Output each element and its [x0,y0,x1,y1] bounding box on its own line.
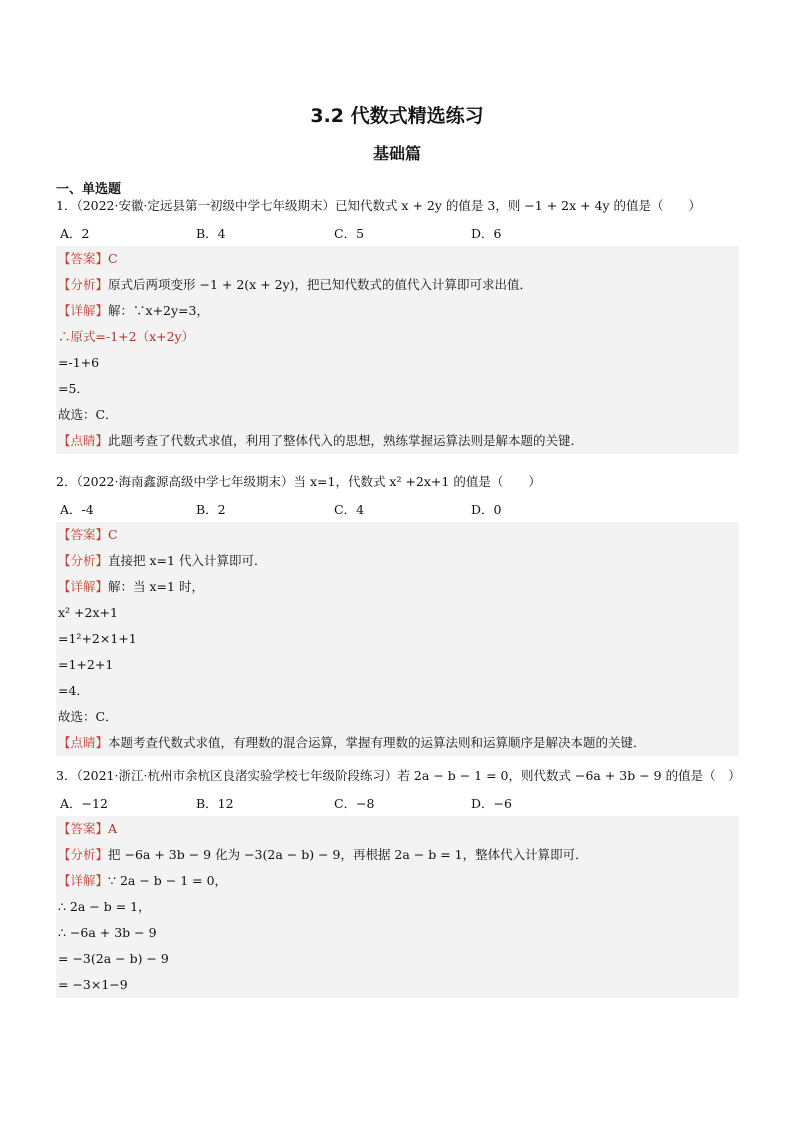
step-line: 故选：C． [58,407,118,422]
question-1-option-c[interactable]: C．5 [334,226,365,241]
step-line: =1²+2×1+1 [58,631,137,646]
detail-line [56,574,739,600]
detail-text: 解：∵x+2y=3， [108,303,209,318]
question-3-option-a[interactable]: A．−12 [60,796,108,811]
detail-line [56,298,739,324]
step-line: ∴原式=-1+2（x+2y） [58,329,195,344]
question-1-solution [56,246,739,454]
answer-line [56,246,739,272]
analysis-line [56,272,739,298]
comment-line [56,730,739,756]
analysis-tag: 【分析】 [58,847,109,862]
answer-line [56,816,739,842]
question-3-option-b[interactable]: B．12 [196,796,234,811]
detail-line [56,868,739,894]
analysis-tag: 【分析】 [58,553,109,568]
comment-text: 此题考查了代数式求值，利用了整体代入的思想，熟练掌握运算法则是解本题的关键． [108,433,584,448]
page-title: 3.2 代数式精选练习 [310,105,484,127]
question-1-option-a[interactable]: A．2 [60,226,90,241]
question-3-option-c[interactable]: C．−8 [334,796,375,811]
detail-text: 解：当 x=1 时， [108,579,204,594]
step-line: = −3(2a − b) − 9 [58,951,169,966]
step-line: 故选：C． [58,709,118,724]
question-3-stem: 3．（2021·浙江·杭州市余杭区良渚实验学校七年级阶段练习）若 2a − b − 1 = 0，则代数式 −6a + 3b − 9 的值是（ ） [56,768,741,783]
step-line: =5． [58,381,89,396]
answer-value: A [108,821,118,836]
answer-line [56,522,739,548]
answer-value: C [108,527,118,542]
detail-text: ∵ 2a − b − 1 = 0， [108,873,228,888]
comment-tag: 【点睛】 [58,735,109,750]
question-2-stem: 2．（2022·海南鑫源高级中学七年级期末）当 x=1，代数式 x² +2x+1 的值是（ ） [56,474,541,489]
analysis-text: 直接把 x=1 代入计算即可． [108,553,267,568]
step-line: =-1+6 [58,355,100,370]
analysis-tag: 【分析】 [58,277,109,292]
question-1-option-d[interactable]: D．6 [471,226,502,241]
answer-tag: 【答案】 [58,821,109,836]
detail-tag: 【详解】 [58,873,109,888]
step-line: ∴ −6a + 3b − 9 [58,925,157,940]
answer-tag: 【答案】 [58,251,109,266]
analysis-line [56,548,739,574]
question-3-option-d[interactable]: D．−6 [471,796,512,811]
question-3-solution [56,816,739,998]
step-line: =1+2+1 [58,657,114,672]
page-subtitle: 基础篇 [372,144,421,163]
section-heading: 一、单选题 [56,182,122,197]
comment-tag: 【点睛】 [58,433,109,448]
question-2-option-d[interactable]: D．0 [471,502,502,517]
detail-tag: 【详解】 [58,579,109,594]
answer-tag: 【答案】 [58,527,109,542]
analysis-text: 原式后两项变形 −1 + 2(x + 2y)，把已知代数式的值代入计算即可求出值． [108,277,533,292]
step-line: ∴ 2a − b = 1， [58,899,151,914]
step-line: =4． [58,683,89,698]
detail-tag: 【详解】 [58,303,109,318]
answer-value: C [108,251,118,266]
analysis-text: 把 −6a + 3b − 9 化为 −3(2a − b) − 9，再根据 2a − b = 1，整体代入计算即可． [108,847,588,862]
question-2-solution [56,522,739,756]
analysis-line [56,842,739,868]
step-line: x² +2x+1 [58,605,118,620]
step-line: = −3×1−9 [58,977,128,992]
question-1-stem: 1．（2022·安徽·定远县第一初级中学七年级期末）已知代数式 x + 2y 的值是 3，则 −1 + 2x + 4y 的值是（ ） [56,198,702,213]
question-2-option-a[interactable]: A．-4 [60,502,94,517]
question-1-option-b[interactable]: B．4 [196,226,226,241]
question-2-option-c[interactable]: C．4 [334,502,365,517]
comment-line [56,428,739,454]
comment-text: 本题考查代数式求值，有理数的混合运算，掌握有理数的运算法则和运算顺序是解决本题的关键． [108,735,646,750]
question-2-option-b[interactable]: B．2 [196,502,226,517]
